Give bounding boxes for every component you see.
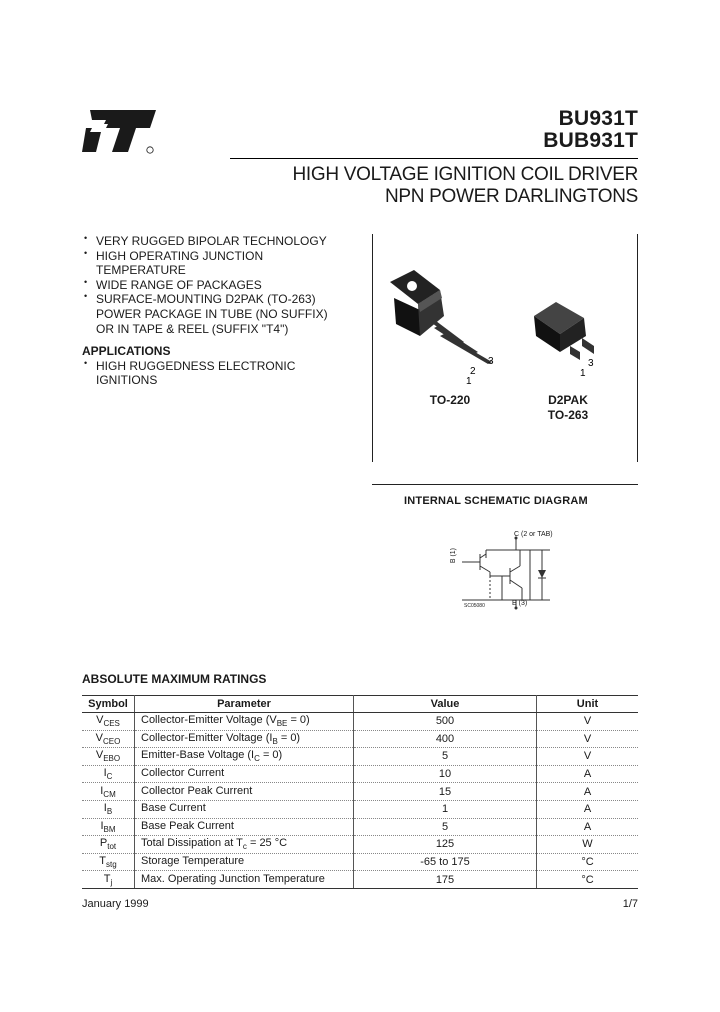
- symbol-cell: $P_{tot}$: [82, 836, 135, 854]
- svg-text:1: 1: [580, 368, 586, 376]
- unit-cell: W: [537, 836, 639, 854]
- table-row: [82, 713, 638, 731]
- table-header-row: [82, 696, 638, 713]
- unit-cell: °C: [537, 853, 639, 871]
- feature-item: [82, 234, 362, 249]
- table-row: [82, 818, 638, 836]
- table-row: [82, 853, 638, 871]
- parameter-cell: Collector Current: [135, 765, 354, 783]
- schematic-base-label: B (1): [450, 548, 457, 564]
- value-cell: 10: [354, 765, 537, 783]
- pin-2-label: 2: [470, 366, 476, 377]
- absolute-max-ratings-title: ABSOLUTE MAXIMUM RATINGS: [82, 672, 267, 686]
- parameter-cell: Max. Operating Junction Temperature: [135, 871, 354, 889]
- table-row: [82, 783, 638, 801]
- symbol-cell: $V_{CEO}$: [82, 730, 135, 748]
- value-cell: 400: [354, 730, 537, 748]
- schematic-ref-code: SC05080: [464, 603, 485, 609]
- header-symbol: Symbol: [82, 696, 135, 713]
- value-cell: 1: [354, 800, 537, 818]
- svg-text:1: 1: [466, 376, 472, 384]
- svg-text:3: 3: [588, 358, 594, 369]
- parameter-cell: Storage Temperature: [135, 853, 354, 871]
- unit-cell: V: [537, 748, 639, 766]
- d2pak-label: D2PAK: [548, 393, 588, 407]
- svg-text:3: 3: [488, 356, 494, 367]
- header-unit: Unit: [537, 696, 639, 713]
- parameter-cell: Collector-Emitter Voltage $(I_B = 0)$: [135, 730, 354, 748]
- page-number: 1/7: [622, 898, 638, 910]
- subtitle-line-1: HIGH VOLTAGE IGNITION COIL DRIVER: [292, 164, 638, 185]
- symbol-cell: $V_{CES}$: [82, 713, 135, 731]
- schematic-collector-label: C (2 or TAB): [514, 531, 553, 538]
- schematic-emitter-label: E (3): [512, 600, 528, 607]
- parameter-cell: Base Peak Current: [135, 818, 354, 836]
- symbol-cell: $I_B$: [82, 800, 135, 818]
- header-parameter: Parameter: [135, 696, 354, 713]
- value-cell: 125: [354, 836, 537, 854]
- bullet-icon: •: [84, 233, 88, 243]
- title-rule: [230, 158, 638, 159]
- table-row: [82, 730, 638, 748]
- value-cell: 175: [354, 871, 537, 889]
- footer-date: January 1999: [82, 898, 149, 910]
- feature-item: [82, 249, 286, 278]
- schematic-title: INTERNAL SCHEMATIC DIAGRAM: [404, 495, 588, 507]
- part-number-2: BUB931T: [543, 129, 638, 152]
- parameter-cell: Base Current: [135, 800, 354, 818]
- application-item: [82, 359, 306, 388]
- table-row: [82, 800, 638, 818]
- feature-item: [82, 278, 362, 293]
- ratings-table: [82, 695, 638, 889]
- bullet-icon: •: [84, 291, 88, 302]
- table-row: [82, 836, 638, 854]
- parameter-cell: Total Dissipation at $T_c = 25$ °C: [135, 836, 354, 854]
- unit-cell: A: [537, 783, 639, 801]
- bullet-icon: •: [84, 357, 88, 368]
- feature-text: SURFACE-MOUNTING D2PAK (TO-263) POWER PACKAGE IN TUBE (NO SUFFIX) OR IN TAPE & REEL (SUFFIX "T4"): [96, 292, 328, 336]
- parameter-cell: Collector-Emitter Voltage $(V_{BE} = 0)$: [135, 713, 354, 731]
- symbol-cell: $V_{EBO}$: [82, 748, 135, 766]
- to220-label: TO-220: [429, 393, 471, 407]
- subtitle-line-2: NPN POWER DARLINGTONS: [384, 186, 638, 207]
- unit-cell: A: [537, 800, 639, 818]
- applications-heading: APPLICATIONS: [82, 344, 171, 359]
- unit-cell: A: [537, 818, 639, 836]
- features-list: [82, 234, 362, 388]
- parameter-cell: Collector Peak Current: [135, 783, 354, 801]
- unit-cell: V: [537, 730, 639, 748]
- bullet-icon: •: [84, 247, 88, 258]
- value-cell: -65 to 175: [354, 853, 537, 871]
- value-cell: 5: [354, 748, 537, 766]
- to220-package-image: [384, 264, 504, 384]
- package-box-right: [637, 234, 638, 462]
- table-row: [82, 871, 638, 889]
- feature-text: VERY RUGGED BIPOLAR TECHNOLOGY: [96, 234, 327, 248]
- value-cell: 500: [354, 713, 537, 731]
- value-cell: 15: [354, 783, 537, 801]
- symbol-cell: $T_{stg}$: [82, 853, 135, 871]
- parameter-cell: Emitter-Base Voltage $(I_C = 0)$: [135, 748, 354, 766]
- header-value: Value: [354, 696, 537, 713]
- st-logo: [82, 108, 160, 158]
- d2pak-package-image: [530, 296, 610, 376]
- unit-cell: °C: [537, 871, 639, 889]
- feature-item: [82, 292, 346, 336]
- table-row: [82, 748, 638, 766]
- symbol-cell: $I_C$: [82, 765, 135, 783]
- unit-cell: V: [537, 713, 639, 731]
- symbol-cell: $I_{BM}$: [82, 818, 135, 836]
- symbol-cell: $I_{CM}$: [82, 783, 135, 801]
- unit-cell: A: [537, 765, 639, 783]
- feature-text: WIDE RANGE OF PACKAGES: [96, 277, 262, 292]
- feature-text: HIGH OPERATING JUNCTION TEMPERATURE: [96, 248, 264, 278]
- application-text: HIGH RUGGEDNESS ELECTRONIC IGNITIONS: [96, 358, 296, 388]
- schematic-box-top: [372, 484, 638, 485]
- package-box-left: [372, 234, 373, 462]
- part-number-1: BU931T: [558, 107, 638, 130]
- value-cell: 5: [354, 818, 537, 836]
- table-row: [82, 765, 638, 783]
- symbol-cell: $T_j$: [82, 871, 135, 889]
- to263-label: TO-263: [547, 408, 589, 422]
- bullet-icon: •: [84, 276, 88, 287]
